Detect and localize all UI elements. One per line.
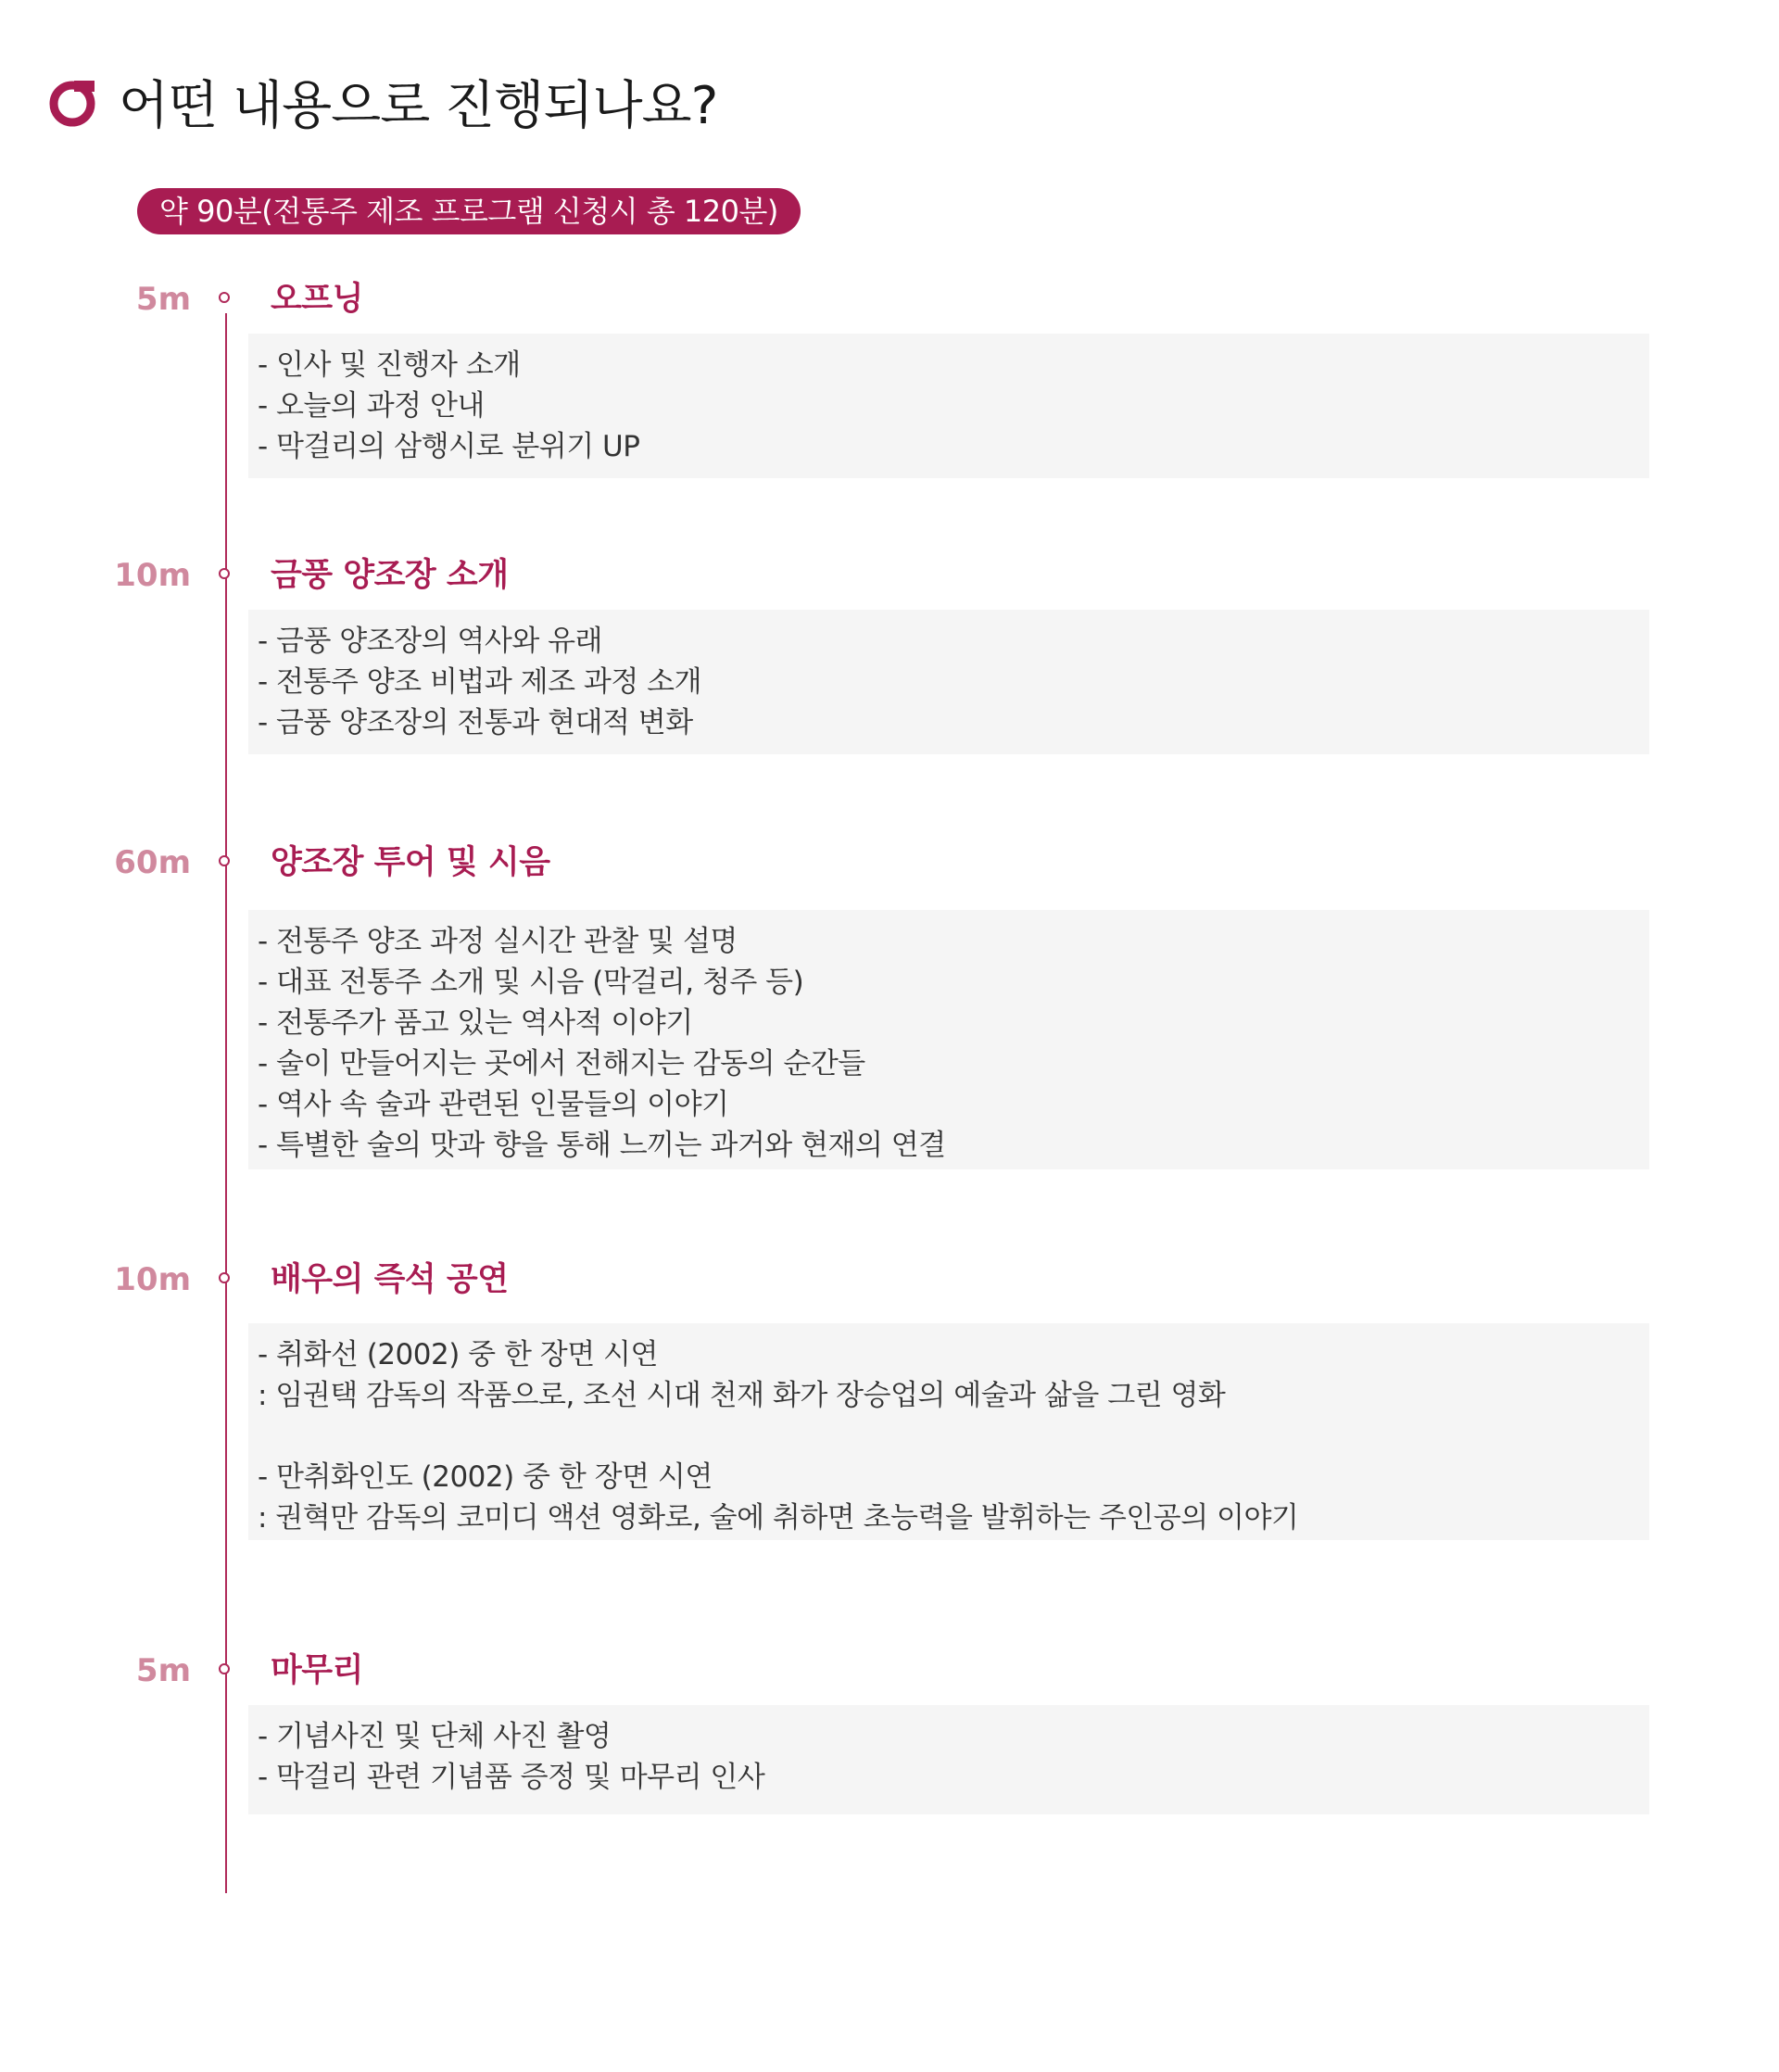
section-title: 오프닝 — [271, 281, 363, 318]
timeline-dot — [219, 292, 230, 303]
detail-line: - 취화선 (2002) 중 한 장면 시연 — [258, 1338, 658, 1371]
detail-line: - 특별한 술의 맛과 향을 통해 느끼는 과거와 현재의 연결 — [258, 1129, 946, 1162]
timeline-dot — [219, 1663, 230, 1674]
section-duration: 10m — [114, 1261, 191, 1298]
section-duration: 5m — [135, 281, 191, 318]
detail-line: - 금풍 양조장의 역사와 유래 — [258, 625, 603, 658]
section-details — [248, 1705, 1649, 1814]
timeline-dot — [219, 1272, 230, 1283]
page-title: 어떤 내용으로 진행되나요? — [119, 76, 718, 136]
detail-line: : 권혁만 감독의 코미디 액션 영화로, 술에 취하면 초능력을 발휘하는 주인공의 이야기 — [258, 1501, 1299, 1535]
detail-line: - 역사 속 술과 관련된 인물들의 이야기 — [258, 1088, 729, 1121]
section-details — [248, 1323, 1649, 1540]
detail-line: - 만취화인도 (2002) 중 한 장면 시연 — [258, 1460, 713, 1494]
detail-line: - 기념사진 및 단체 사진 촬영 — [258, 1720, 612, 1753]
section-duration: 60m — [114, 844, 191, 881]
section-duration: 5m — [135, 1652, 191, 1689]
section-details — [248, 910, 1649, 1169]
detail-line: - 술이 만들어지는 곳에서 전해지는 감동의 순간들 — [258, 1047, 865, 1080]
detail-line: : 임권택 감독의 작품으로, 조선 시대 천재 화가 장승업의 예술과 삶을 그린 영화 — [258, 1379, 1226, 1412]
section-details — [248, 610, 1649, 754]
section-title: 금풍 양조장 소개 — [271, 557, 509, 594]
brand-ring-icon — [46, 76, 98, 128]
detail-line: - 대표 전통주 소개 및 시음 (막걸리, 청주 등) — [258, 966, 804, 999]
duration-badge: 약 90분(전통주 제조 프로그램 신청시 총 120분) — [137, 188, 801, 234]
detail-line: - 오늘의 과정 안내 — [258, 389, 485, 423]
timeline-dot — [219, 568, 230, 579]
detail-line: - 전통주가 품고 있는 역사적 이야기 — [258, 1006, 693, 1040]
section-duration: 10m — [114, 557, 191, 594]
detail-line: - 막걸리의 삼행시로 분위기 UP — [258, 430, 640, 463]
detail-line — [258, 1416, 1640, 1457]
detail-line: - 금풍 양조장의 전통과 현대적 변화 — [258, 706, 693, 739]
section-title: 양조장 투어 및 시음 — [271, 844, 550, 881]
detail-line: - 막걸리 관련 기념품 증정 및 마무리 인사 — [258, 1761, 765, 1794]
detail-line: - 전통주 양조 비법과 제조 과정 소개 — [258, 665, 702, 699]
detail-line: - 전통주 양조 과정 실시간 관찰 및 설명 — [258, 925, 738, 958]
section-title: 마무리 — [271, 1652, 363, 1689]
section-details — [248, 334, 1649, 478]
timeline-dot — [219, 855, 230, 866]
detail-line: - 인사 및 진행자 소개 — [258, 348, 521, 382]
timeline-line — [225, 313, 227, 1893]
page-header — [46, 65, 717, 139]
section-title: 배우의 즉석 공연 — [271, 1261, 509, 1298]
